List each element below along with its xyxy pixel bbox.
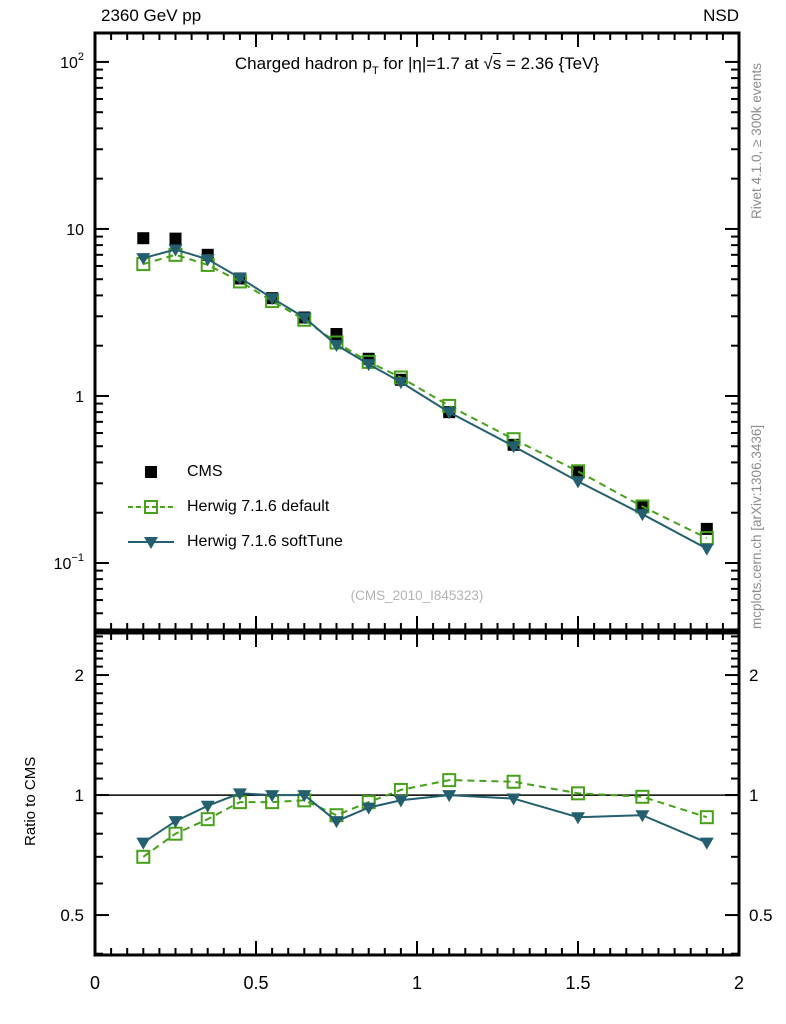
title-post: = 2.36 {TeV} <box>501 54 600 73</box>
mcplots-attribution-label: mcplots.cern.ch [arXiv:1306.3436] <box>749 424 764 629</box>
ratio-axis-title: Ratio to CMS <box>22 756 39 846</box>
main-y-tick-label: $10^2$ <box>60 50 84 72</box>
main-y-tick-label: 1 <box>75 388 84 406</box>
title-subscript: T <box>371 65 379 77</box>
ratio-series-herwig-softtune <box>136 788 714 849</box>
ratio-panel-frame <box>95 633 739 955</box>
ratio-series-herwig-default <box>137 774 713 863</box>
svg-text:2: 2 <box>749 666 759 686</box>
legend <box>128 454 343 559</box>
beam-energy-label: 2360 GeV pp <box>101 6 202 25</box>
title-mid: for |η|=1.7 at √ <box>378 54 493 73</box>
analysis-watermark: (CMS_2010_I845323) <box>350 588 484 603</box>
legend-item-cms <box>128 454 343 489</box>
svg-text:1: 1 <box>411 973 423 993</box>
svg-text:0.5: 0.5 <box>243 973 269 993</box>
svg-text:0.5: 0.5 <box>60 906 84 926</box>
main-y-tick-label: 10 <box>66 221 84 239</box>
herwig-softtune-marker-icon <box>128 534 174 550</box>
title-text: Charged hadron p <box>234 54 372 73</box>
cms-marker-icon <box>128 464 174 480</box>
main-y-tick-label: $10^{-1}$ <box>53 551 84 573</box>
legend-label-herwig-default: Herwig 7.1.6 default <box>187 497 330 515</box>
main-y-tick-labels <box>54 51 84 573</box>
svg-text:2: 2 <box>74 666 84 686</box>
legend-item-herwig-softtune <box>128 524 343 559</box>
svg-text:1.5: 1.5 <box>565 973 591 993</box>
svg-text:1: 1 <box>74 786 84 806</box>
svg-text:2: 2 <box>733 973 745 993</box>
title-sqrt-s: s <box>492 54 502 73</box>
svg-text:0.5: 0.5 <box>749 906 773 926</box>
legend-label-herwig-softtune: Herwig 7.1.6 softTune <box>187 532 343 550</box>
rivet-version-label: Rivet 4.1.0, ≥ 300k events <box>749 63 764 219</box>
x-tick-labels <box>90 973 744 993</box>
svg-text:0: 0 <box>89 973 101 993</box>
legend-label-cms: CMS <box>187 462 223 480</box>
ratio-x-ticks <box>95 633 739 955</box>
plot-title <box>95 54 739 77</box>
svg-text:1: 1 <box>749 786 759 806</box>
legend-item-herwig-default <box>128 489 343 524</box>
herwig-default-marker-icon <box>128 499 174 515</box>
ratio-y-minor-ticks <box>95 636 739 778</box>
event-class-label: NSD <box>703 6 739 25</box>
